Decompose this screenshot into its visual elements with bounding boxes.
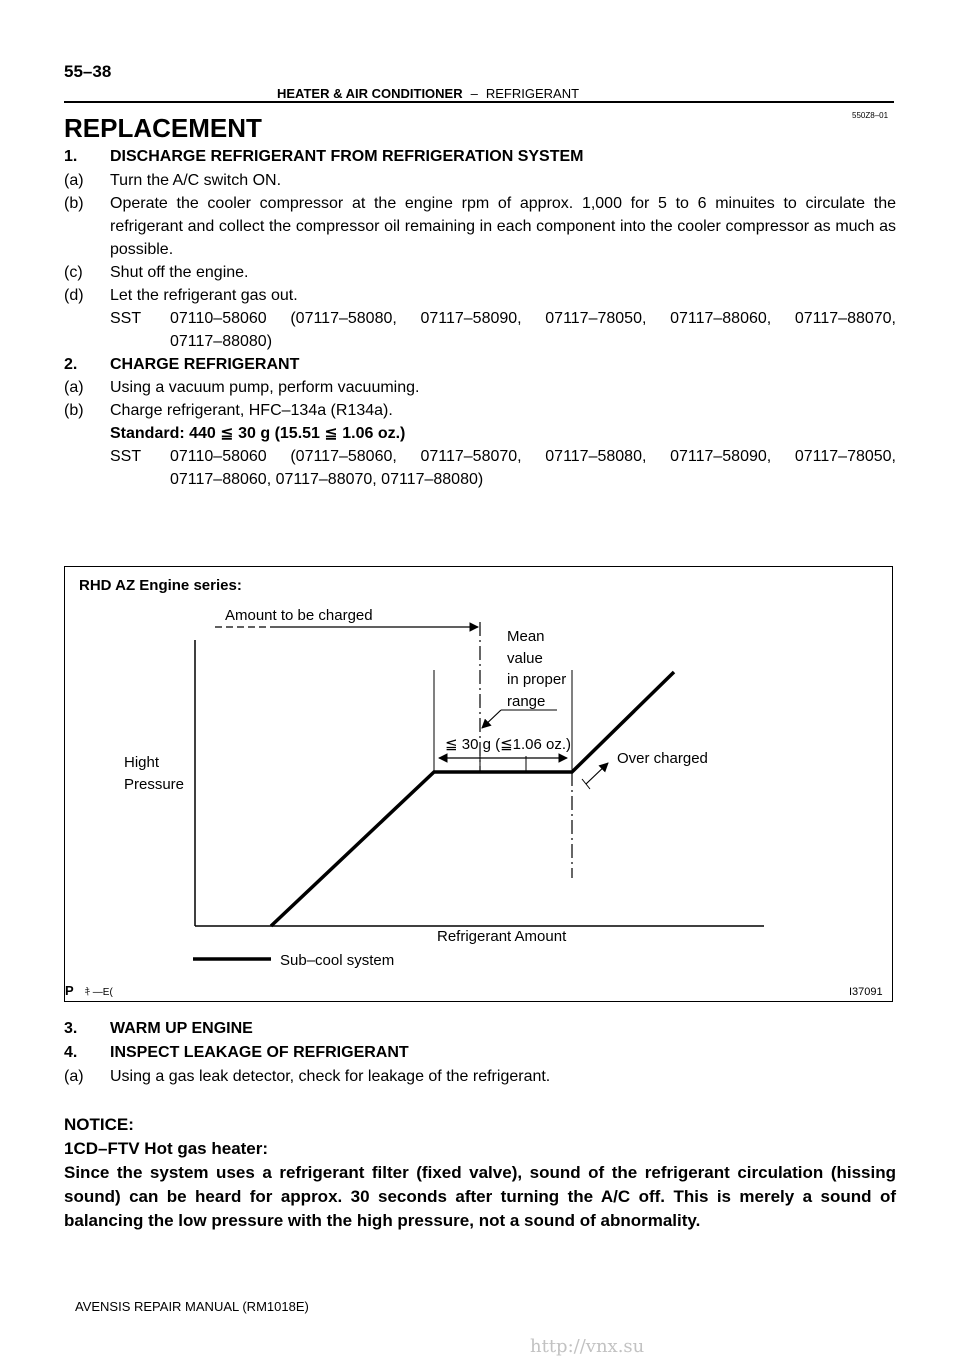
item-text: Using a vacuum pump, perform vacuuming. (110, 379, 420, 396)
watermark: http://vnx.su (530, 1336, 645, 1357)
sst-label: SST (110, 310, 142, 327)
item-label: (c) (64, 264, 83, 281)
mean-leader-arrow (482, 710, 501, 728)
subsection-name: REFRIGERANT (485, 86, 580, 101)
step-title: CHARGE REFRIGERANT (110, 356, 300, 373)
notice-heading: NOTICE: (64, 1115, 134, 1134)
amount-label: Amount to be charged (225, 607, 373, 624)
mean-label (507, 626, 566, 712)
step-number: 1. (64, 148, 78, 165)
figure-id: I37091 (849, 986, 883, 998)
item-text: Shut off the engine. (110, 264, 249, 281)
mean-label-line: Mean (507, 628, 545, 645)
range-label: ≦ 30 g (≦1.06 oz.) (445, 736, 572, 753)
standard-value: Standard: 440 ≦ 30 g (15.51 ≦ 1.06 oz.) (110, 425, 406, 442)
item-text: Operate the cooler compressor at the engine rpm of approx. 1,000 for 5 to 6 minuites to circulate the refrigerant and collect the compressor oil remaining in each component into the cooler compressor as much as possible. (110, 195, 896, 258)
notice-subheading: 1CD–FTV Hot gas heater: (64, 1139, 269, 1158)
item-text: Using a gas leak detector, check for leakage of the refrigerant. (110, 1068, 551, 1085)
step-number: 3. (64, 1020, 78, 1037)
item-label: (b) (64, 402, 84, 419)
item-text: Turn the A/C switch ON. (110, 172, 282, 189)
step-title: WARM UP ENGINE (110, 1020, 253, 1037)
step-number: 2. (64, 356, 78, 373)
page-number: 55–38 (64, 62, 112, 81)
mean-label-line: value (507, 649, 543, 667)
item-label: (a) (64, 379, 84, 396)
header-rule (64, 101, 894, 103)
overcharge-arrow (586, 763, 608, 784)
over-charged-label: Over charged (617, 750, 708, 767)
charge-diagram (64, 566, 893, 1002)
section-name: HEATER & AIR CONDITIONER (277, 86, 463, 101)
page-title: REPLACEMENT (64, 113, 262, 143)
x-axis-label: Refrigerant Amount (437, 928, 567, 945)
item-text: Let the refrigerant gas out. (110, 287, 298, 304)
sub-cool-curve (271, 672, 674, 926)
sst-tools-cont: 07117–88080) (170, 333, 273, 350)
item-label: (d) (64, 287, 84, 304)
item-label: (a) (64, 172, 84, 189)
item-label: (a) (64, 1068, 84, 1085)
footer-manual: AVENSIS REPAIR MANUAL (RM1018E) (75, 1299, 309, 1314)
corner-code: ｷ ―E( (85, 987, 113, 998)
sst-tools: 07110–58060 (07117–58060, 07117–58070, 07117–58080, 07117–58090, 07117–78050, (170, 448, 896, 465)
notice-text: Since the system uses a refrigerant filter (fixed valve), sound of the refrigerant circulation (hissing sound) can be heard for approx. 30 seconds after turning the A/C off. This is merely a sound of balancing the low pressure with the high pressure, not a sound of abnormality. (64, 1163, 896, 1230)
mean-label-line: in proper (507, 671, 567, 688)
section-separator: – (470, 86, 478, 101)
y-axis-label-line: Pressure (124, 776, 185, 793)
section-title (277, 86, 579, 101)
document-id: 550Z8–01 (852, 111, 889, 120)
sst-label: SST (110, 448, 142, 465)
figure-caption: RHD AZ Engine series: (79, 577, 242, 594)
y-axis-label-line: Hight (124, 754, 160, 771)
item-label: (b) (64, 195, 84, 212)
step-number: 4. (64, 1044, 78, 1061)
sst-tools: 07110–58060 (07117–58080, 07117–58090, 07117–78050, 07117–88060, 07117–88070, (170, 310, 896, 327)
item-text: Charge refrigerant, HFC–134a (R134a). (110, 402, 393, 419)
sst-tools-cont: 07117–88060, 07117–88070, 07117–88080) (170, 471, 484, 488)
y-axis-label (124, 752, 184, 796)
step-title: DISCHARGE REFRIGERANT FROM REFRIGERATION SYSTEM (110, 148, 584, 165)
mean-label-line: range (507, 692, 546, 710)
legend-label: Sub–cool system (280, 952, 395, 969)
step-title: INSPECT LEAKAGE OF REFRIGERANT (110, 1044, 409, 1061)
corner-mark: P (65, 983, 74, 998)
